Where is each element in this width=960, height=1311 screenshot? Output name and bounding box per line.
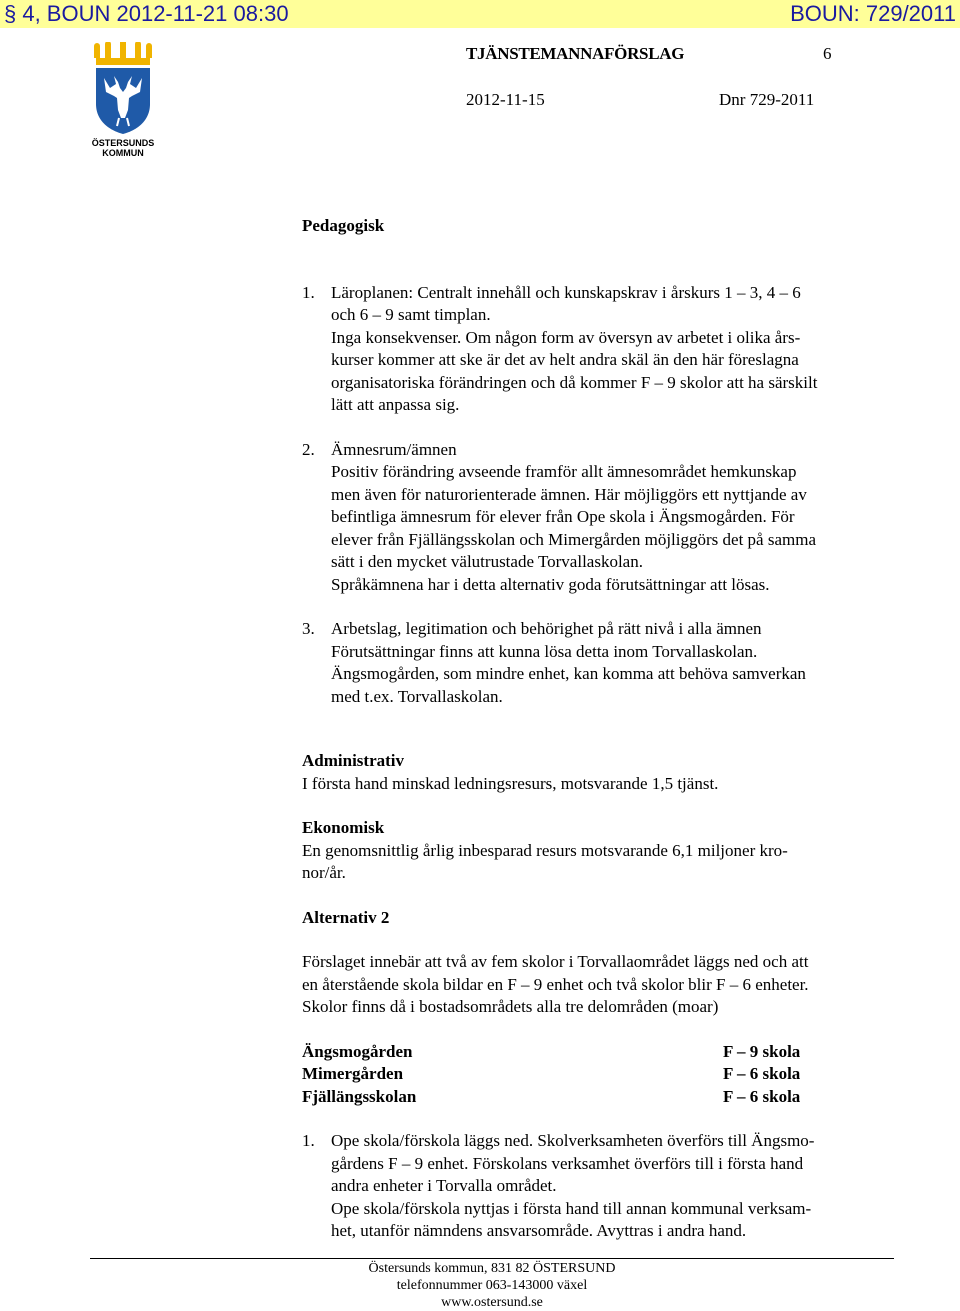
footer-phone: telefonnummer 063-143000 växel: [396, 1278, 588, 1293]
text-line: med t.ex. Torvallaskolan.: [331, 686, 503, 706]
list-item-number: 3.: [302, 619, 315, 638]
school-type: F – 9 skola: [723, 1041, 801, 1061]
document-type-title: TJÄNSTEMANNAFÖRSLAG: [466, 44, 685, 63]
text-line: Skolor finns då i bostadsområdets alla tre delområden (moar): [302, 997, 719, 1016]
list-item-number: 1.: [302, 282, 315, 302]
section-heading-pedagogisk: Pedagogisk: [302, 216, 385, 235]
list-item: [302, 439, 892, 597]
school-name: Mimergården: [302, 1064, 404, 1083]
text-line: Ängsmogården, som mindre enhet, kan komma att behöva samverkan: [331, 664, 806, 683]
page-footer: [0, 1260, 960, 1311]
text-line: befintliga ämnesrum för elever från Ope skola i Ängsmogården. För: [331, 507, 795, 526]
list-item-number: 2.: [302, 439, 315, 459]
municipality-logo: [92, 42, 154, 158]
text-line: organisatoriska förändringen och då kommer F – 9 skolor att ha särskilt: [331, 372, 818, 392]
text-line: men även för naturorienterade ämnen. Här möjliggörs ett nyttjande av: [331, 484, 807, 504]
text-line: Språkämnena har i detta alternativ goda förutsättningar att lösas.: [331, 574, 770, 594]
text-line: Arbetslag, legitimation och behörighet på rätt nivå i alla ämnen: [331, 619, 762, 638]
text-line: Positiv förändring avseende framför allt ämnesområdet hemkunskap: [331, 462, 797, 481]
text-line: Ope skola/förskola läggs ned. Skolverksamheten överförs till Ängsmo-: [331, 1131, 815, 1150]
list-item: [302, 282, 892, 417]
list-item: [302, 618, 892, 708]
logo-caption-line1: ÖSTERSUNDS: [91, 138, 155, 148]
school-type: F – 6 skola: [723, 1086, 801, 1106]
text-line: Ämnesrum/ämnen: [331, 439, 457, 459]
school-row: [302, 1086, 892, 1109]
document-date: 2012-11-15: [466, 90, 545, 109]
logo-caption-line2: KOMMUN: [102, 148, 144, 158]
text-line: Förutsättningar finns att kunna lösa detta inom Torvallaskolan.: [331, 641, 758, 661]
text-line: Förslaget innebär att två av fem skolor i Torvallaområdet läggs ned och att: [302, 952, 809, 971]
registration-number: Dnr 729-2011: [719, 90, 815, 109]
school-row: [302, 1063, 892, 1086]
list-item-number: 1.: [302, 1131, 315, 1150]
page-number: 6: [823, 44, 832, 63]
text-line: lätt att anpassa sig.: [331, 395, 460, 414]
text-line: sätt i den mycket välutrustade Torvallaskolan.: [331, 552, 643, 571]
school-type: F – 6 skola: [723, 1064, 801, 1083]
text-line: och 6 – 9 samt timplan.: [331, 305, 491, 324]
footer-website: www.ostersund.se: [441, 1295, 543, 1310]
footer-address: Östersunds kommun, 831 82 ÖSTERSUND: [368, 1261, 616, 1276]
text-line: Inga konsekvenser. Om någon form av översyn av arbetet i olika års-: [331, 327, 801, 347]
text-line: nor/år.: [302, 863, 346, 882]
list-item: [302, 1130, 892, 1243]
footer-divider: [90, 1258, 894, 1259]
text-line: gårdens F – 9 enhet. Förskolans verksamhet överförs till i första hand: [331, 1153, 804, 1173]
case-reference: BOUN: 729/2011: [790, 1, 956, 26]
section-heading-administrativ: Administrativ: [302, 751, 404, 770]
text-line: het, utanför nämndens ansvarsområde. Avyttras i andra hand.: [331, 1221, 747, 1240]
text-line: andra enheter i Torvalla området.: [331, 1176, 557, 1195]
text-line: Ope skola/förskola nyttjas i första hand till annan kommunal verksam-: [331, 1198, 812, 1218]
text-line: Läroplanen: Centralt innehåll och kunskapskrav i årskurs 1 – 3, 4 – 6: [331, 282, 801, 302]
school-row: [302, 1041, 892, 1064]
school-name: Ängsmogården: [302, 1041, 413, 1061]
school-name: Fjällängsskolan: [302, 1086, 417, 1106]
text-line: En genomsnittlig årlig inbesparad resurs motsvarande 6,1 miljoner kro-: [302, 840, 788, 860]
text-line: elever från Fjällängsskolan och Mimergården möjliggörs det på samma: [331, 529, 816, 549]
document-reference-bar: [0, 0, 960, 28]
administrativ-text: I första hand minskad ledningsresurs, motsvarande 1,5 tjänst.: [302, 773, 719, 793]
meeting-reference: § 4, BOUN 2012-11-21 08:30: [4, 1, 289, 26]
text-line: en återstående skola bildar en F – 9 enhet och två skolor blir F – 6 enheter.: [302, 974, 809, 994]
section-heading-ekonomisk: Ekonomisk: [302, 818, 385, 837]
document-body: [302, 215, 892, 1243]
text-line: kurser kommer att ske är det av helt andra skäl än den här föreslagna: [331, 350, 799, 369]
section-heading-alternativ2: Alternativ 2: [302, 907, 390, 927]
